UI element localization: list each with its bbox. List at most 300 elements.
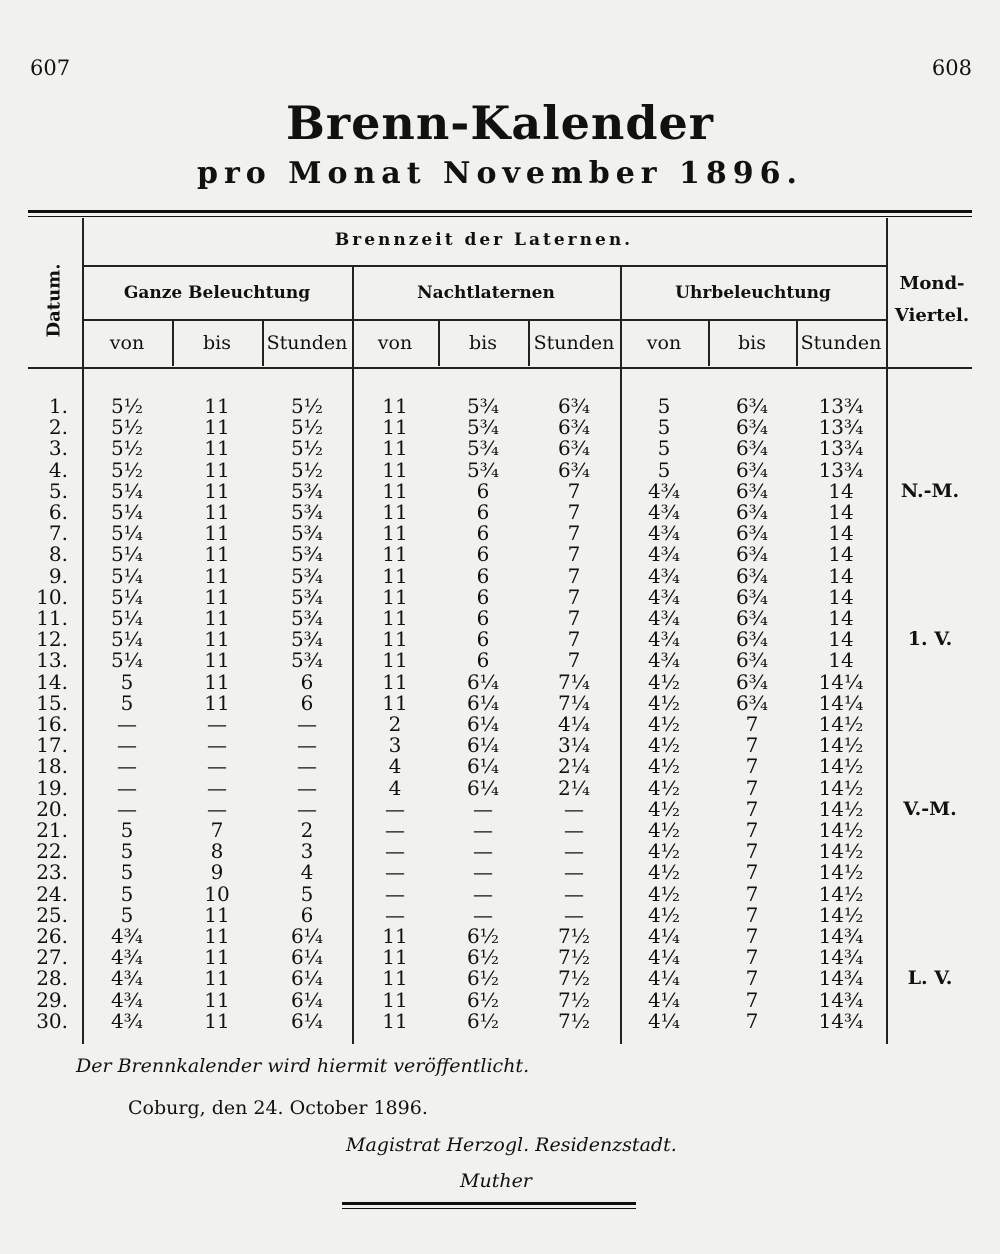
header-ganze-beleuchtung: Ganze Beleuchtung xyxy=(123,283,311,303)
header-brennzeit: Brennzeit der Laternen. xyxy=(334,230,634,250)
cell-uhr-bis: 7 xyxy=(745,775,759,800)
cell-ganze-von: — xyxy=(117,712,137,736)
cell-uhr-stunden: 14½ xyxy=(818,733,864,758)
cell-ganze-bis: 11 xyxy=(204,478,230,503)
cell-datum: 24. xyxy=(36,881,68,906)
cell-uhr-von: 4½ xyxy=(647,796,681,821)
cell-nacht-bis: 6½ xyxy=(466,987,500,1012)
cell-nacht-von: — xyxy=(385,902,405,927)
cell-nacht-bis: 6 xyxy=(476,627,490,652)
cell-nacht-bis: 5¾ xyxy=(466,394,500,418)
cell-mondviertel: V.-M. xyxy=(903,797,957,820)
footer-authority: Magistrat Herzogl. Residenzstadt. xyxy=(346,1134,677,1156)
subheader-uhr-von: von xyxy=(646,332,682,354)
cell-nacht-bis: 6¼ xyxy=(466,669,500,694)
cell-nacht-bis: 6 xyxy=(476,521,490,546)
bottom-rule-thick xyxy=(342,1202,636,1205)
table-row xyxy=(0,669,1000,694)
cell-nacht-bis: — xyxy=(473,839,493,864)
cell-nacht-von: — xyxy=(385,860,405,885)
table-row xyxy=(0,947,1000,968)
cell-ganze-von: — xyxy=(117,796,137,821)
cell-uhr-stunden: 14 xyxy=(828,478,854,503)
header-datum: Datum. xyxy=(43,263,65,337)
subheader-nacht-von: von xyxy=(377,332,413,354)
page-number-right: 608 xyxy=(931,56,972,80)
cell-nacht-bis: 6 xyxy=(476,500,490,524)
cell-ganze-von: 5¼ xyxy=(110,500,144,524)
cell-uhr-stunden: 14½ xyxy=(818,712,864,736)
cell-nacht-von: 11 xyxy=(382,521,408,546)
cell-nacht-stunden: 7½ xyxy=(557,966,591,991)
cell-uhr-von: 4½ xyxy=(647,860,681,885)
cell-uhr-bis: 7 xyxy=(745,712,759,736)
cell-datum: 18. xyxy=(36,754,68,779)
cell-datum: 19. xyxy=(36,775,68,800)
cell-uhr-von: 4½ xyxy=(647,775,681,800)
cell-uhr-von: 4¾ xyxy=(647,606,681,630)
cell-ganze-bis: — xyxy=(207,775,227,800)
cell-nacht-stunden: 7 xyxy=(567,521,581,546)
header-mond-line1: Mond- xyxy=(899,273,965,294)
subheader-uhr-bis: bis xyxy=(738,332,766,354)
cell-ganze-stunden: 5¾ xyxy=(290,563,324,588)
cell-uhr-stunden: 14 xyxy=(828,627,854,652)
cell-ganze-bis: 11 xyxy=(204,394,230,418)
cell-uhr-bis: 7 xyxy=(745,860,759,885)
cell-ganze-von: 5½ xyxy=(110,415,144,440)
cell-ganze-stunden: 5¾ xyxy=(290,627,324,652)
cell-uhr-von: 4¾ xyxy=(647,563,681,588)
table-row xyxy=(0,714,1000,735)
cell-datum: 28. xyxy=(36,966,68,991)
cell-ganze-stunden: 5¾ xyxy=(290,542,324,567)
cell-uhr-bis: 7 xyxy=(745,881,759,906)
table-row xyxy=(0,796,1000,821)
cell-ganze-stunden: 5¾ xyxy=(290,478,324,503)
cell-nacht-von: 11 xyxy=(382,987,408,1012)
cell-ganze-stunden: 6¼ xyxy=(290,1008,324,1033)
cell-uhr-stunden: 14½ xyxy=(818,796,864,821)
cell-ganze-stunden: 5¾ xyxy=(290,521,324,546)
header-nachtlaternen: Nachtlaternen xyxy=(417,283,555,303)
cell-uhr-von: 4¾ xyxy=(647,500,681,524)
cell-nacht-von: 11 xyxy=(382,1008,408,1033)
cell-ganze-stunden: 2 xyxy=(300,818,314,842)
cell-datum: 22. xyxy=(36,839,68,864)
cell-ganze-stunden: 3 xyxy=(300,839,314,864)
table-row xyxy=(0,457,1000,482)
cell-ganze-stunden: 6¼ xyxy=(290,987,324,1012)
cell-ganze-von: 5¼ xyxy=(110,606,144,630)
cell-ganze-bis: — xyxy=(207,712,227,736)
cell-ganze-stunden: — xyxy=(297,733,317,758)
cell-ganze-bis: — xyxy=(207,796,227,821)
cell-nacht-von: 11 xyxy=(382,924,408,948)
cell-uhr-von: 4¼ xyxy=(647,924,681,948)
cell-datum: 2. xyxy=(48,415,68,440)
cell-datum: 21. xyxy=(36,818,68,842)
cell-ganze-bis: 11 xyxy=(204,457,230,482)
cell-nacht-bis: — xyxy=(473,818,493,842)
cell-uhr-stunden: 14¾ xyxy=(818,987,864,1012)
cell-uhr-von: 5 xyxy=(657,436,671,461)
cell-uhr-bis: 7 xyxy=(745,902,759,927)
cell-nacht-stunden: 7 xyxy=(567,648,581,673)
cell-uhr-stunden: 14 xyxy=(828,521,854,546)
cell-datum: 26. xyxy=(36,924,68,948)
cell-nacht-stunden: 7½ xyxy=(557,1008,591,1033)
cell-uhr-bis: 6¾ xyxy=(735,457,769,482)
cell-nacht-stunden: 7¼ xyxy=(557,669,591,694)
cell-nacht-stunden: — xyxy=(564,881,584,906)
cell-uhr-bis: 6¾ xyxy=(735,415,769,440)
page-title: Brenn-Kalender xyxy=(286,96,714,150)
cell-ganze-stunden: 6¼ xyxy=(290,966,324,991)
top-rule-thin xyxy=(28,216,972,217)
cell-uhr-stunden: 14 xyxy=(828,584,854,609)
cell-uhr-bis: 7 xyxy=(745,733,759,758)
cell-datum: 10. xyxy=(36,584,68,609)
cell-nacht-stunden: — xyxy=(564,839,584,864)
cell-ganze-von: 5¼ xyxy=(110,648,144,673)
subheader-nacht-bis: bis xyxy=(469,332,497,354)
cell-ganze-von: 5½ xyxy=(110,457,144,482)
cell-ganze-von: 5¼ xyxy=(110,584,144,609)
cell-uhr-stunden: 14½ xyxy=(818,860,864,885)
header-mond-line2: Viertel. xyxy=(894,305,970,326)
cell-datum: 11. xyxy=(36,606,68,630)
subheader-ganze-stunden: Stunden xyxy=(266,332,348,354)
cell-uhr-stunden: 14½ xyxy=(818,881,864,906)
cell-datum: 1. xyxy=(48,394,68,418)
cell-uhr-stunden: 14¼ xyxy=(818,669,864,694)
cell-datum: 5. xyxy=(48,478,68,503)
cell-uhr-stunden: 14½ xyxy=(818,818,864,842)
table-row xyxy=(0,820,1000,841)
cell-datum: 25. xyxy=(36,902,68,927)
cell-ganze-bis: 9 xyxy=(210,860,224,885)
cell-ganze-von: 5 xyxy=(120,839,134,864)
table-row xyxy=(0,987,1000,1012)
cell-datum: 20. xyxy=(36,796,68,821)
cell-ganze-von: 5 xyxy=(120,881,134,906)
cell-ganze-von: 5½ xyxy=(110,436,144,461)
cell-nacht-stunden: — xyxy=(564,860,584,885)
cell-ganze-stunden: — xyxy=(297,775,317,800)
cell-uhr-von: 5 xyxy=(657,457,671,482)
cell-ganze-von: — xyxy=(117,754,137,779)
cell-uhr-von: 4½ xyxy=(647,818,681,842)
cell-uhr-von: 4½ xyxy=(647,902,681,927)
cell-ganze-stunden: 5¾ xyxy=(290,606,324,630)
cell-datum: 14. xyxy=(36,669,68,694)
table-row xyxy=(0,735,1000,756)
cell-ganze-von: — xyxy=(117,733,137,758)
cell-nacht-bis: — xyxy=(473,860,493,885)
subheader-uhr-stunden: Stunden xyxy=(800,332,882,354)
cell-ganze-stunden: 6 xyxy=(300,902,314,927)
cell-datum: 13. xyxy=(36,648,68,673)
cell-nacht-stunden: 2¼ xyxy=(557,775,591,800)
cell-ganze-bis: 11 xyxy=(204,902,230,927)
cell-nacht-stunden: 6¾ xyxy=(557,436,591,461)
cell-ganze-von: 5 xyxy=(120,690,134,715)
cell-nacht-stunden: 7½ xyxy=(557,924,591,948)
cell-uhr-stunden: 14¾ xyxy=(818,945,864,970)
cell-uhr-bis: 7 xyxy=(745,966,759,991)
cell-nacht-von: 11 xyxy=(382,584,408,609)
table-hline-group xyxy=(82,265,886,267)
cell-nacht-von: 11 xyxy=(382,436,408,461)
cell-ganze-stunden: 5¾ xyxy=(290,500,324,524)
table-row xyxy=(0,926,1000,947)
cell-nacht-stunden: 7 xyxy=(567,606,581,630)
cell-uhr-bis: 7 xyxy=(745,754,759,779)
cell-nacht-von: 11 xyxy=(382,415,408,440)
cell-ganze-bis: 7 xyxy=(210,818,224,842)
cell-ganze-stunden: 6 xyxy=(300,669,314,694)
cell-nacht-bis: 5¾ xyxy=(466,457,500,482)
cell-uhr-von: 4¼ xyxy=(647,987,681,1012)
cell-uhr-stunden: 14½ xyxy=(818,775,864,800)
table-row xyxy=(0,1008,1000,1033)
cell-nacht-von: — xyxy=(385,881,405,906)
cell-uhr-stunden: 14½ xyxy=(818,902,864,927)
cell-ganze-bis: 8 xyxy=(210,839,224,864)
cell-nacht-von: 11 xyxy=(382,669,408,694)
cell-ganze-stunden: 5½ xyxy=(290,394,324,418)
cell-uhr-von: 5 xyxy=(657,415,671,440)
page-subtitle: pro Monat November 1896. xyxy=(197,156,803,191)
cell-ganze-bis: 11 xyxy=(204,521,230,546)
cell-nacht-von: 11 xyxy=(382,606,408,630)
cell-nacht-stunden: 7¼ xyxy=(557,690,591,715)
footer-signature: Muther xyxy=(460,1170,532,1192)
cell-nacht-stunden: — xyxy=(564,818,584,842)
cell-ganze-stunden: 5½ xyxy=(290,457,324,482)
table-row xyxy=(0,862,1000,883)
cell-datum: 30. xyxy=(36,1008,68,1033)
cell-ganze-bis: 11 xyxy=(204,924,230,948)
cell-nacht-bis: 6¼ xyxy=(466,775,500,800)
cell-uhr-von: 4¾ xyxy=(647,478,681,503)
cell-nacht-bis: — xyxy=(473,881,493,906)
cell-ganze-stunden: — xyxy=(297,796,317,821)
cell-nacht-von: — xyxy=(385,818,405,842)
cell-ganze-bis: 11 xyxy=(204,542,230,567)
table-hline-head-bottom xyxy=(28,367,972,369)
table-row xyxy=(0,584,1000,609)
cell-nacht-stunden: 7½ xyxy=(557,945,591,970)
cell-ganze-bis: 11 xyxy=(204,966,230,991)
table-row xyxy=(0,881,1000,906)
cell-nacht-stunden: 4¼ xyxy=(557,712,591,736)
cell-uhr-stunden: 13¾ xyxy=(818,415,864,440)
cell-nacht-von: 11 xyxy=(382,690,408,715)
cell-nacht-von: 11 xyxy=(382,457,408,482)
cell-nacht-bis: 6 xyxy=(476,478,490,503)
header-mondviertel xyxy=(892,268,972,332)
cell-nacht-stunden: 6¾ xyxy=(557,415,591,440)
cell-uhr-von: 4¼ xyxy=(647,1008,681,1033)
cell-uhr-bis: 7 xyxy=(745,924,759,948)
cell-uhr-von: 4¾ xyxy=(647,521,681,546)
cell-nacht-bis: 6 xyxy=(476,563,490,588)
cell-ganze-bis: 11 xyxy=(204,690,230,715)
cell-ganze-von: 5¼ xyxy=(110,542,144,567)
cell-nacht-bis: 6 xyxy=(476,584,490,609)
cell-uhr-stunden: 14 xyxy=(828,648,854,673)
cell-ganze-von: 4¾ xyxy=(110,966,144,991)
cell-uhr-stunden: 14¾ xyxy=(818,924,864,948)
cell-nacht-bis: 6¼ xyxy=(466,690,500,715)
cell-nacht-bis: 6 xyxy=(476,542,490,567)
cell-nacht-bis: 5¾ xyxy=(466,436,500,461)
cell-ganze-stunden: 4 xyxy=(300,860,314,885)
cell-ganze-bis: 11 xyxy=(204,945,230,970)
cell-nacht-bis: 6½ xyxy=(466,924,500,948)
cell-ganze-von: 5 xyxy=(120,860,134,885)
table-row xyxy=(0,438,1000,459)
bottom-rule-thin xyxy=(342,1208,636,1209)
cell-uhr-von: 5 xyxy=(657,394,671,418)
cell-nacht-bis: 6¼ xyxy=(466,754,500,779)
cell-ganze-bis: — xyxy=(207,733,227,758)
cell-ganze-stunden: — xyxy=(297,754,317,779)
cell-uhr-von: 4¼ xyxy=(647,966,681,991)
bottom-rule-right xyxy=(886,1042,888,1044)
cell-nacht-bis: 6 xyxy=(476,648,490,673)
cell-uhr-von: 4¾ xyxy=(647,584,681,609)
cell-uhr-bis: 7 xyxy=(745,839,759,864)
cell-nacht-von: 3 xyxy=(388,733,402,758)
cell-ganze-bis: 11 xyxy=(204,436,230,461)
table-row xyxy=(0,756,1000,777)
cell-mondviertel: 1. V. xyxy=(907,628,953,651)
cell-datum: 29. xyxy=(36,987,68,1012)
cell-uhr-bis: 6¾ xyxy=(735,627,769,652)
cell-uhr-von: 4½ xyxy=(647,733,681,758)
cell-uhr-bis: 7 xyxy=(745,1008,759,1033)
cell-nacht-von: 11 xyxy=(382,500,408,524)
cell-uhr-stunden: 14¾ xyxy=(818,1008,864,1033)
cell-uhr-stunden: 14 xyxy=(828,563,854,588)
cell-uhr-von: 4½ xyxy=(647,881,681,906)
cell-ganze-von: 5¼ xyxy=(110,478,144,503)
cell-nacht-von: — xyxy=(385,796,405,821)
table-row xyxy=(0,417,1000,438)
cell-ganze-von: 4¾ xyxy=(110,945,144,970)
table-row xyxy=(0,563,1000,588)
cell-ganze-von: 5 xyxy=(120,902,134,927)
cell-nacht-stunden: 3¼ xyxy=(557,733,591,758)
table-row xyxy=(0,523,1000,544)
cell-ganze-bis: 11 xyxy=(204,606,230,630)
cell-nacht-von: 4 xyxy=(388,775,402,800)
table-row xyxy=(0,650,1000,671)
cell-uhr-stunden: 14½ xyxy=(818,839,864,864)
cell-ganze-bis: 11 xyxy=(204,415,230,440)
cell-nacht-von: — xyxy=(385,839,405,864)
cell-nacht-von: 2 xyxy=(388,712,402,736)
table-row xyxy=(0,968,1000,989)
cell-nacht-stunden: 7 xyxy=(567,563,581,588)
cell-uhr-bis: 6¾ xyxy=(735,690,769,715)
cell-ganze-bis: 11 xyxy=(204,1008,230,1033)
cell-nacht-von: 11 xyxy=(382,945,408,970)
cell-nacht-bis: 6 xyxy=(476,606,490,630)
cell-ganze-bis: 11 xyxy=(204,563,230,588)
cell-datum: 4. xyxy=(48,457,68,482)
cell-uhr-stunden: 14 xyxy=(828,606,854,630)
cell-datum: 16. xyxy=(36,712,68,736)
cell-uhr-bis: 7 xyxy=(745,987,759,1012)
cell-ganze-stunden: 5 xyxy=(300,881,314,906)
cell-nacht-von: 11 xyxy=(382,478,408,503)
table-row xyxy=(0,502,1000,523)
footer-place-date: Coburg, den 24. October 1896. xyxy=(128,1097,428,1119)
cell-nacht-stunden: — xyxy=(564,902,584,927)
cell-datum: 6. xyxy=(48,500,68,524)
cell-uhr-bis: 6¾ xyxy=(735,500,769,524)
cell-nacht-von: 11 xyxy=(382,966,408,991)
cell-uhr-stunden: 13¾ xyxy=(818,457,864,482)
cell-datum: 9. xyxy=(48,563,68,588)
cell-uhr-stunden: 14 xyxy=(828,500,854,524)
cell-uhr-bis: 7 xyxy=(745,796,759,821)
cell-nacht-stunden: 6¾ xyxy=(557,394,591,418)
cell-ganze-von: 5 xyxy=(120,818,134,842)
cell-nacht-stunden: 7 xyxy=(567,500,581,524)
cell-uhr-bis: 6¾ xyxy=(735,584,769,609)
cell-ganze-stunden: 6 xyxy=(300,690,314,715)
cell-nacht-von: 4 xyxy=(388,754,402,779)
page-number-left: 607 xyxy=(30,56,71,80)
cell-nacht-bis: — xyxy=(473,902,493,927)
footer-announcement: Der Brennkalender wird hiermit veröffentlicht. xyxy=(76,1055,530,1077)
cell-datum: 23. xyxy=(36,860,68,885)
cell-ganze-stunden: — xyxy=(297,712,317,736)
cell-nacht-stunden: 2¼ xyxy=(557,754,591,779)
cell-ganze-von: 5 xyxy=(120,669,134,694)
cell-uhr-bis: 6¾ xyxy=(735,542,769,567)
cell-ganze-stunden: 6¼ xyxy=(290,945,324,970)
cell-uhr-von: 4¾ xyxy=(647,542,681,567)
header-uhrbeleuchtung: Uhrbeleuchtung xyxy=(675,283,831,303)
cell-nacht-bis: 6¼ xyxy=(466,733,500,758)
cell-nacht-von: 11 xyxy=(382,627,408,652)
cell-datum: 7. xyxy=(48,521,68,546)
cell-ganze-von: 4¾ xyxy=(110,1008,144,1033)
cell-ganze-von: 4¾ xyxy=(110,987,144,1012)
cell-mondviertel: N.-M. xyxy=(900,479,960,502)
cell-uhr-von: 4½ xyxy=(647,839,681,864)
cell-ganze-bis: 11 xyxy=(204,627,230,652)
table-row xyxy=(0,396,1000,417)
cell-uhr-von: 4½ xyxy=(647,669,681,694)
cell-ganze-bis: 11 xyxy=(204,669,230,694)
cell-uhr-bis: 6¾ xyxy=(735,478,769,503)
top-rule-thick xyxy=(28,210,972,213)
cell-datum: 27. xyxy=(36,945,68,970)
cell-ganze-bis: 11 xyxy=(204,987,230,1012)
cell-ganze-stunden: 5¾ xyxy=(290,584,324,609)
cell-nacht-stunden: 7 xyxy=(567,627,581,652)
cell-datum: 3. xyxy=(48,436,68,461)
cell-mondviertel: L. V. xyxy=(907,967,953,990)
cell-uhr-bis: 6¾ xyxy=(735,669,769,694)
